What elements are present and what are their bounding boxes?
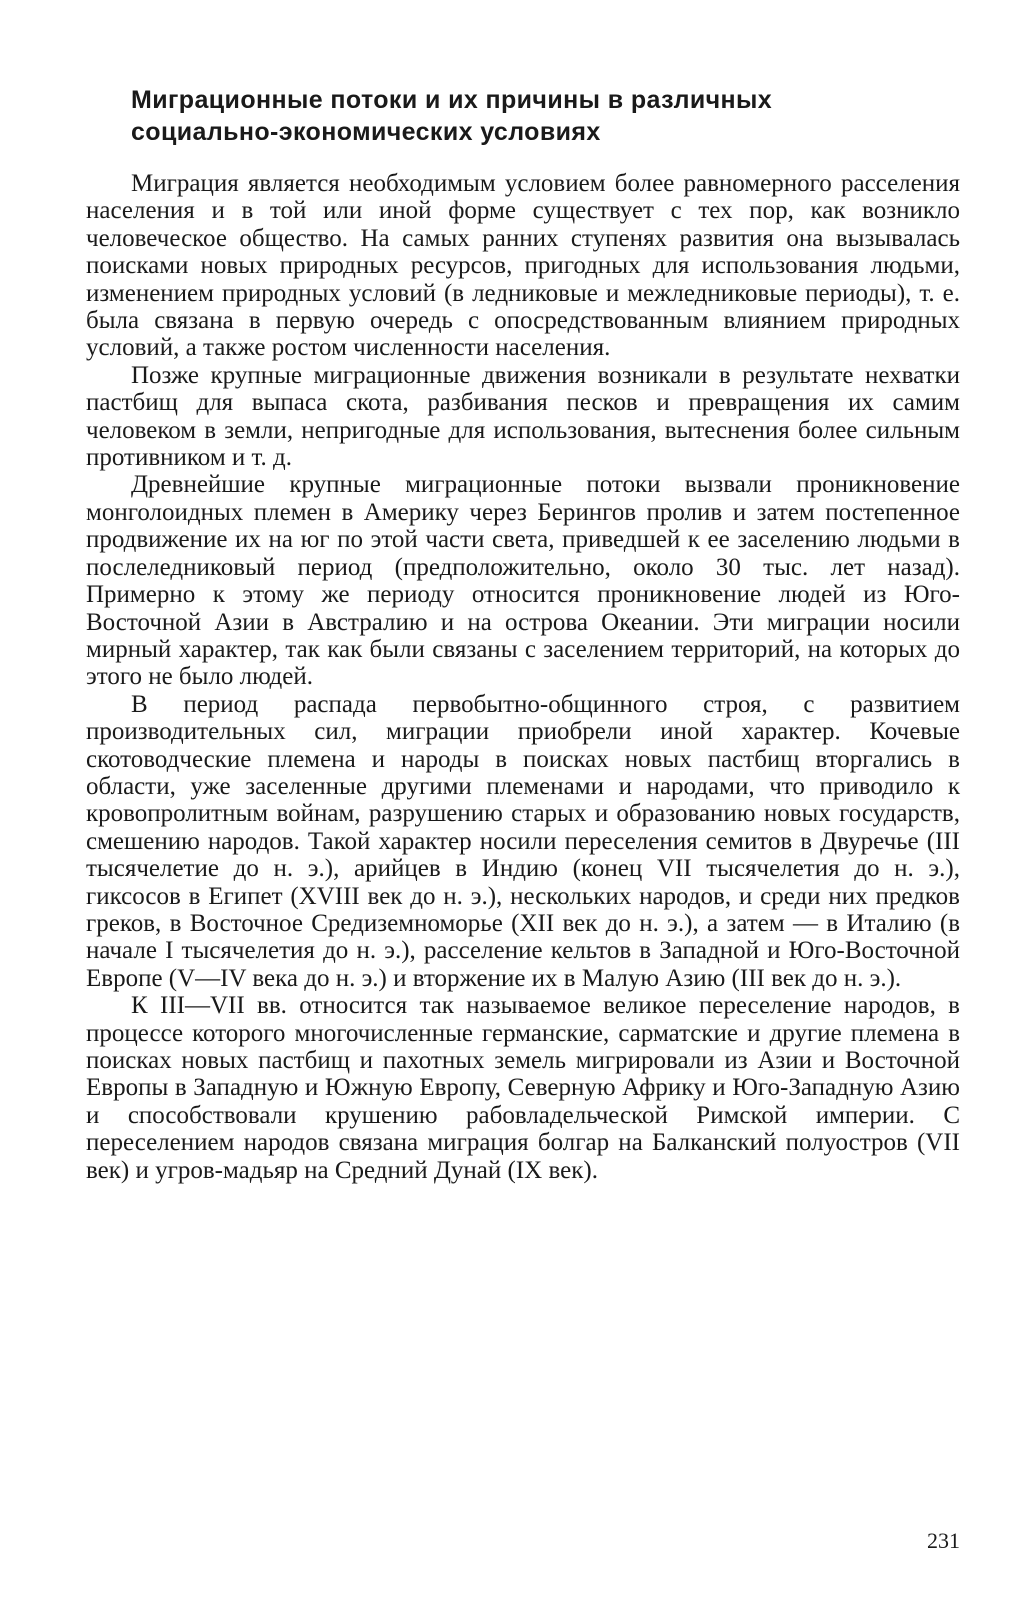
page-number: 231 bbox=[927, 1528, 960, 1553]
paragraph-2: Позже крупные миграционные движения возникали в результате нехватки пастбищ для выпаса скота, разбивания песков и превращения их самим человеком в земли, непригодные для использования, вытеснения более сильным противником и т. д. bbox=[86, 361, 960, 472]
section-heading bbox=[131, 84, 951, 148]
paragraph-4: В период распада первобытно-общинного строя, с развитием производительных сил, миграции приобрели иной характер. Кочевые скотоводческие племена и народы в поисках новых пастбищ вторгались в области, уже заселенные другими племенами и народами, что приводило к кровопролитным войнам, разрушению старых и образованию новых государств, смешению народов. Такой характер носили переселения семитов в Двуречье (III тысячелетие до н. э.), арийцев в Индию (конец VII тысячелетия до н. э.), гиксосов в Египет (XVIII век до н. э.), нескольких народов, и среди них предков греков, в Восточное Средиземноморье (XII век до н. э.), а затем — в Италию (в начале I тысячелетия до н. э.), расселение кельтов в Западной и Юго-Восточной Европе (V—IV века до н. э.) и вторжение их в Малую Азию (III век до н. э.). bbox=[86, 690, 960, 992]
paragraph-3: Древнейшие крупные миграционные потоки вызвали проникновение монголоидных племен в Америку через Берингов пролив и затем постепенное продвижение их на юг по этой части света, приведшей к ее заселению людьми в послеледниковый период (предположительно, около 30 тыс. лет назад). Примерно к этому же периоду относится проникновение людей из Юго-Восточной Азии в Австралию и на острова Океании. Эти миграции носили мирный характер, так как были связаны с заселением территорий, на которых до этого не было людей. bbox=[86, 471, 960, 691]
paragraph-1: Миграция является необходимым условием более равномерного расселения населения и в той или иной форме существует с тех пор, как возникло человеческое общество. На самых ранних ступенях развития она вызывалась поисками новых природных ресурсов, пригодных для использования людьми, изменением природных условий (в ледниковые и межледниковые периоды), т. е. была связана в первую очередь с опосредствованным влиянием природных условий, а также ростом численности населения. bbox=[86, 170, 960, 362]
body-text bbox=[86, 170, 960, 1184]
paragraph-5: К III—VII вв. относится так называемое великое переселение народов, в процессе которого многочисленные германские, сарматские и другие племена в поисках новых пастбищ и пахотных земель мигрировали из Азии и Восточной Европы в Западную и Южную Европу, Северную Африку и Юго-Западную Азию и способствовали крушению рабовладельческой Римской империи. С переселением народов связана миграция болгар на Балканский полуостров (VII век) и угров-мадьяр на Средний Дунай (IX век). bbox=[86, 992, 960, 1184]
section-heading-line-2: социально-экономических условиях bbox=[131, 118, 601, 146]
section-heading-line-1: Миграционные потоки и их причины в различных bbox=[131, 86, 773, 114]
